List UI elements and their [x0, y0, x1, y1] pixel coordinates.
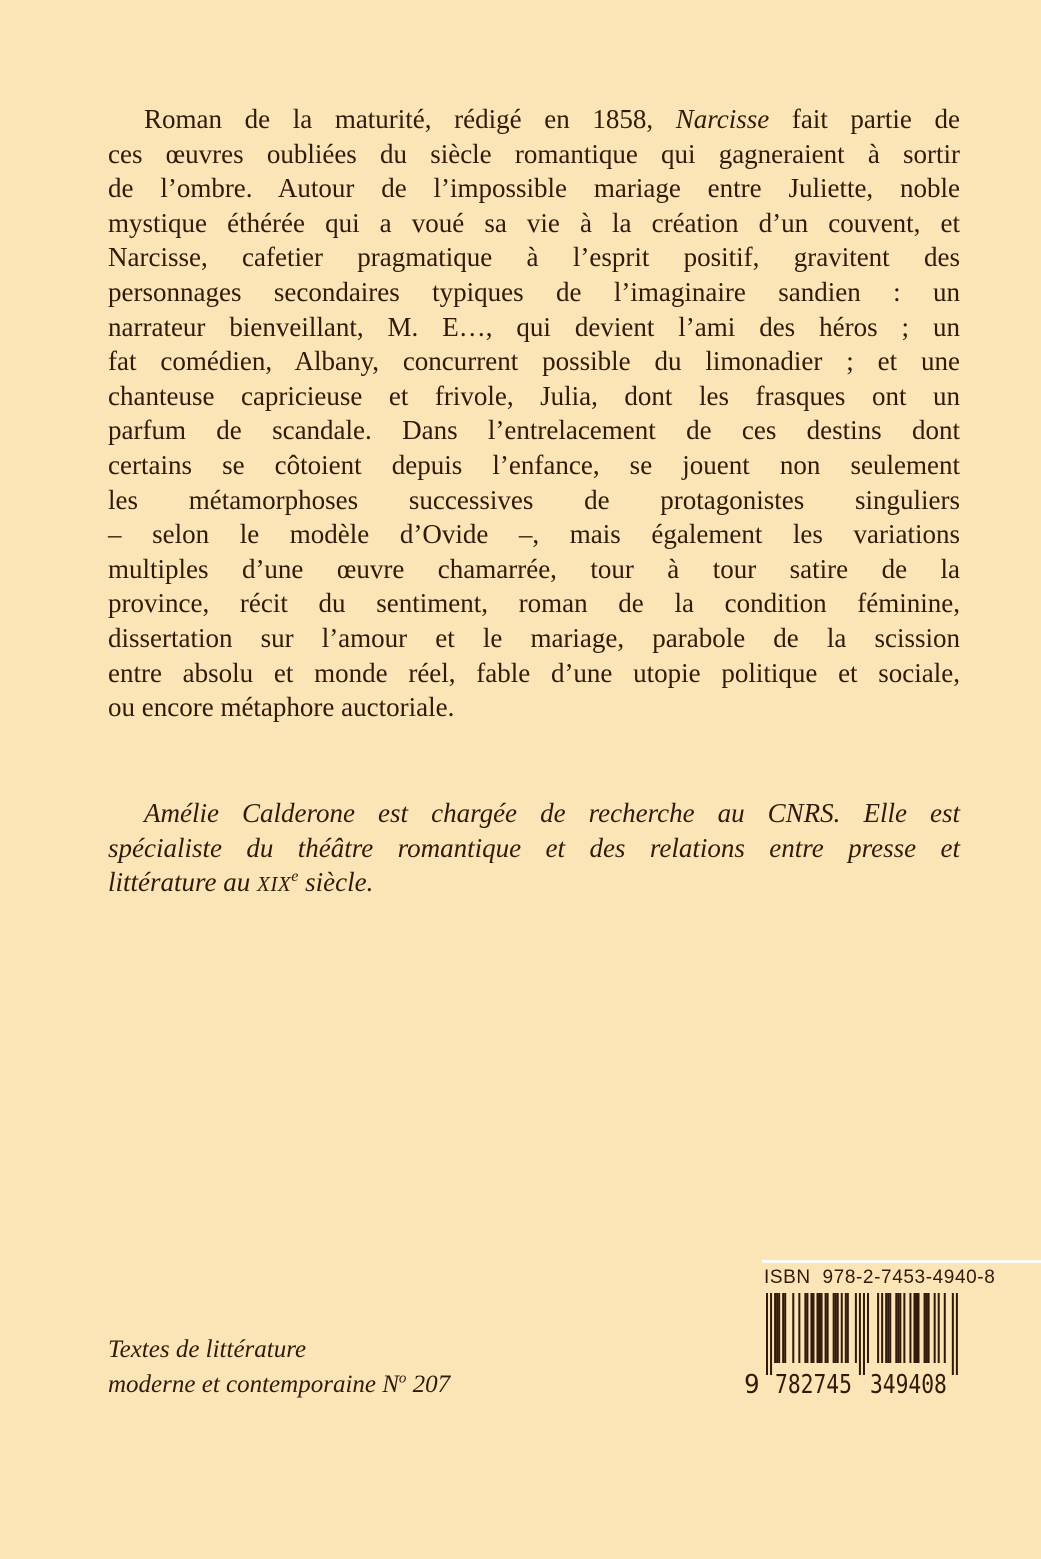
barcode-digits: 9	[744, 1370, 760, 1397]
text-line: – selon le modèle d’Ovide –, mais également les variations	[108, 519, 960, 550]
barcode-bar	[938, 1293, 940, 1363]
text-line: parfum de scandale. Dans l’entrelacement de ces destins dont	[108, 415, 960, 446]
barcode-bar	[903, 1293, 905, 1363]
text-line: ces œuvres oubliées du siècle romantique qui gagneraient à sortir	[108, 138, 960, 169]
barcode-bar	[817, 1293, 819, 1363]
barcode-bar	[877, 1293, 879, 1363]
barcode-bar	[837, 1293, 839, 1363]
barcode-bar	[798, 1293, 800, 1363]
barcode-bar	[889, 1293, 891, 1363]
barcode-bar	[806, 1293, 808, 1363]
barcode-digits: 349408	[870, 1370, 947, 1397]
barcode-bar	[934, 1293, 936, 1363]
barcode-bar	[825, 1293, 827, 1363]
barcode-bar	[924, 1293, 926, 1363]
text-line: dissertation sur l’amour et le mariage, parabole de la scission	[108, 622, 960, 653]
barcode-bar	[952, 1293, 954, 1375]
barcode-bar	[782, 1293, 784, 1363]
barcode-bar	[915, 1293, 917, 1363]
text-line: moderne et contemporaine $N^o$ 207	[108, 1370, 451, 1398]
barcode-bar	[909, 1293, 911, 1363]
text-line: mystique éthérée qui a voué sa vie à la création d’un couvent, et	[108, 207, 960, 238]
barcode-bar	[776, 1293, 778, 1363]
barcode-bar	[774, 1293, 776, 1363]
series-title	[108, 1332, 668, 1402]
ean-barcode	[738, 1293, 964, 1397]
text-line: province, récit du sentiment, roman de la condition féminine,	[108, 588, 960, 619]
barcode-bar	[778, 1293, 780, 1363]
text-line: Narcisse, cafetier pragmatique à l’esprit positif, gravitent des	[108, 242, 960, 273]
barcode-bar	[926, 1293, 928, 1363]
barcode-bar	[804, 1293, 806, 1363]
barcode-bar	[895, 1293, 897, 1363]
barcode-bar	[899, 1293, 901, 1363]
text-line: de l’ombre. Autour de l’impossible mariage entre Juliette, noble	[108, 173, 960, 204]
barcode-bar	[859, 1293, 861, 1375]
barcode-bar	[897, 1293, 899, 1363]
text-line: multiples d’une œuvre chamarrée, tour à tour satire de la	[108, 553, 960, 584]
author-bio	[108, 796, 960, 900]
barcode-bar	[887, 1293, 889, 1363]
barcode-bar	[792, 1293, 794, 1363]
isbn-label: ISBN 978-2-7453-4940-8	[764, 1267, 996, 1288]
barcode-bar	[845, 1293, 847, 1363]
barcode-bar	[835, 1293, 837, 1363]
text-line: fat comédien, Albany, concurrent possible du limonadier ; et une	[108, 346, 960, 377]
text-line: Textes de littérature	[108, 1336, 307, 1363]
text-line: entre absolu et monde réel, fable d’une utopie politique et sociale,	[108, 657, 960, 688]
barcode-bar	[928, 1293, 930, 1363]
text-line: littérature au XIXe siècle.	[108, 867, 374, 898]
text-line: ou encore métaphore auctoriale.	[108, 692, 455, 723]
barcode-bar	[885, 1293, 887, 1363]
text-line: chanteuse capricieuse et frivole, Julia, dont les frasques ont un	[108, 380, 960, 411]
barcode-bar	[913, 1293, 915, 1363]
barcode-bar	[944, 1293, 946, 1363]
barcode-bar	[881, 1293, 883, 1363]
barcode-bar	[863, 1293, 865, 1375]
barcode-bar	[827, 1293, 829, 1363]
barcode-bar	[855, 1293, 857, 1363]
text-line: personnages secondaires typiques de l’imaginaire sandien : un	[108, 276, 960, 307]
barcode-bar	[918, 1293, 920, 1363]
barcode-bar	[956, 1293, 958, 1375]
text-line: certains se côtoient depuis l’enfance, se jouent non seulement	[108, 449, 960, 480]
barcode-bar	[833, 1293, 835, 1363]
barcode-bar	[821, 1293, 823, 1363]
text-line: narrateur bienveillant, M. E…, qui devient l’ami des héros ; un	[108, 311, 960, 342]
barcode-bar	[810, 1293, 812, 1363]
barcode-bar	[867, 1293, 869, 1363]
barcode-bar	[766, 1293, 768, 1375]
barcode-bar	[819, 1293, 821, 1363]
text-line: les métamorphoses successives de protagonistes singuliers	[108, 484, 960, 515]
text-line: Amélie Calderone est chargée de recherche au CNRS. Elle est	[144, 798, 960, 828]
barcode-top-rule	[762, 1260, 1041, 1263]
text-line: Roman de la maturité, rédigé en 1858, Narcisse fait partie de	[144, 104, 960, 134]
barcode-bar	[812, 1293, 814, 1363]
text-line: spécialiste du théâtre romantique et des relations entre presse et	[108, 832, 960, 863]
synopsis-paragraph	[108, 102, 960, 725]
barcode-bar	[847, 1293, 849, 1363]
barcode-digits: 782745	[775, 1370, 852, 1397]
barcode-bar	[841, 1293, 843, 1363]
barcode-bar	[784, 1293, 786, 1363]
barcode-bar	[770, 1293, 772, 1375]
